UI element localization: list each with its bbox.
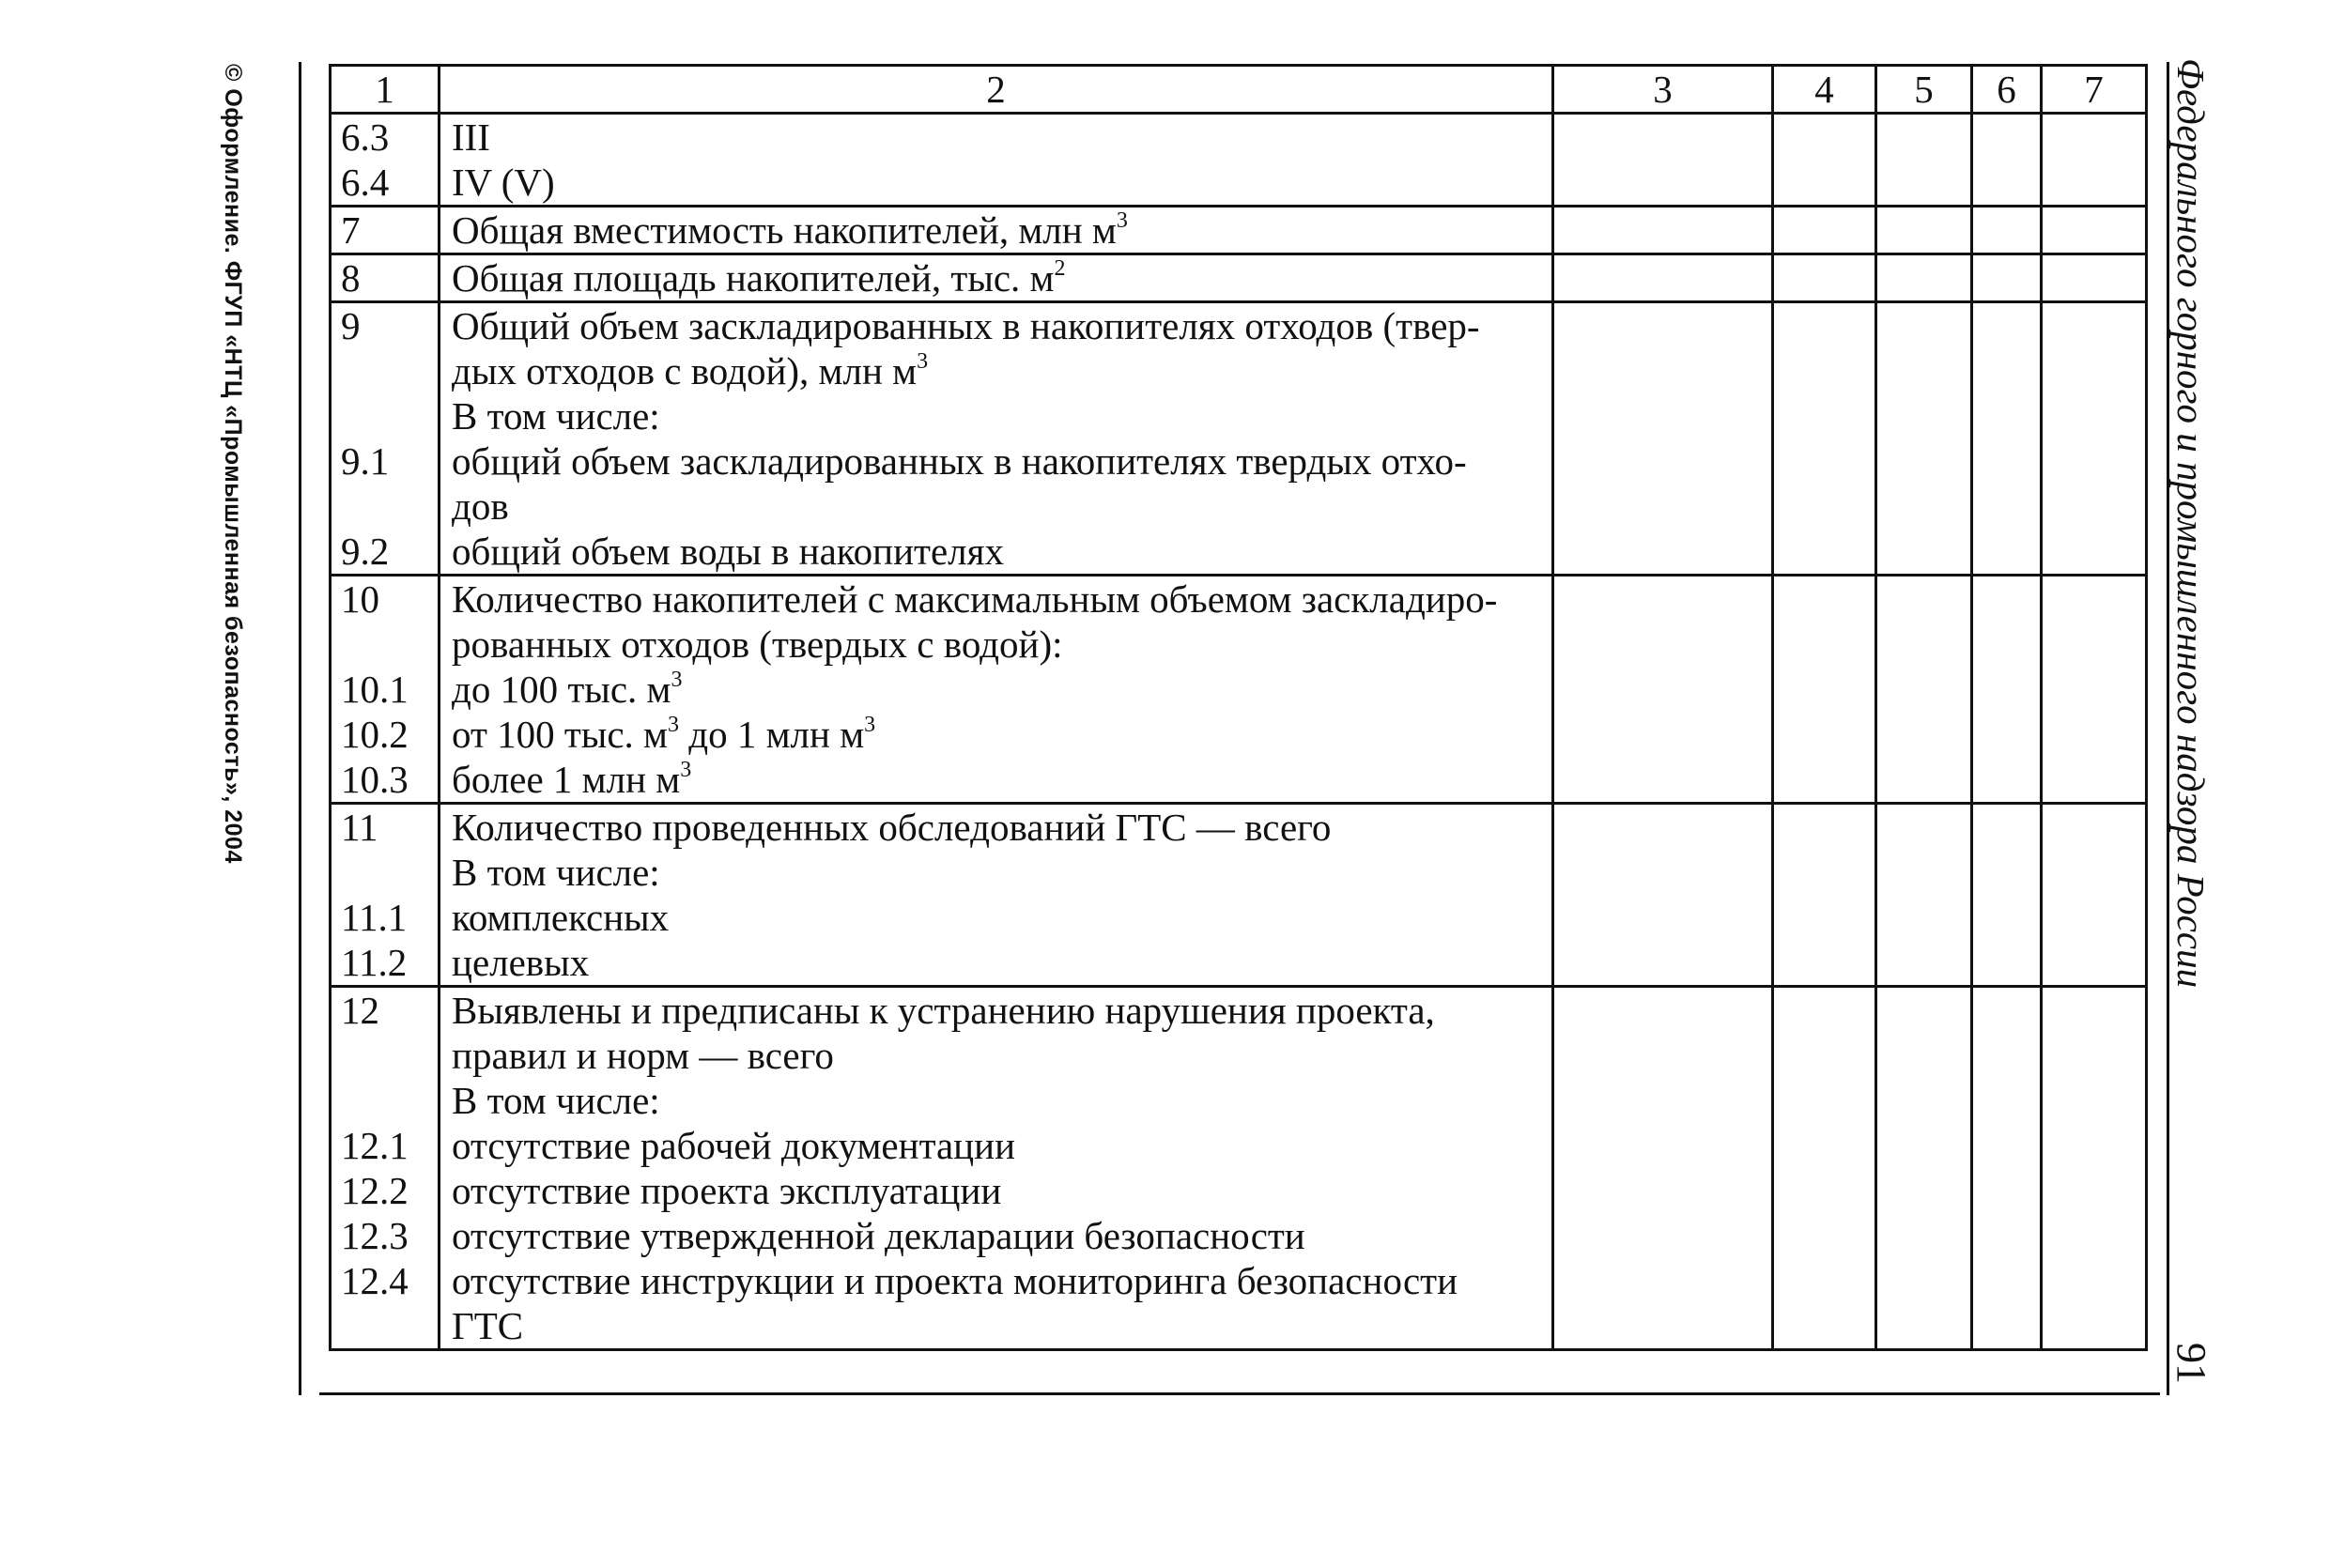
- row-number: 12.3: [341, 1214, 409, 1257]
- value-cell: [1876, 254, 1972, 302]
- value-cell: [2042, 987, 2147, 1350]
- row-number: [341, 1078, 426, 1123]
- row-number: 6.4: [341, 161, 390, 204]
- row-number-cell: [331, 302, 440, 576]
- col-header-1: 1: [331, 66, 440, 114]
- description-line: Общая площадь накопителей, тыс. $м^2$: [452, 256, 1066, 300]
- col-header-4: 4: [1773, 66, 1876, 114]
- page-number: 91: [2168, 1343, 2214, 1384]
- row-number: 11.2: [341, 941, 408, 984]
- row-number: 9.1: [341, 439, 390, 483]
- row-number: 12: [341, 989, 379, 1032]
- col-header-2: 2: [440, 66, 1553, 114]
- description-line: отсутствие утвержденной декларации безопасности: [452, 1214, 1305, 1257]
- value-cell: [1972, 114, 2042, 207]
- table-row: [331, 254, 2147, 302]
- value-cell: [2042, 114, 2147, 207]
- value-cell: [2042, 254, 2147, 302]
- value-cell: [1876, 576, 1972, 804]
- description-line: отсутствие рабочей документации: [452, 1124, 1016, 1167]
- running-header: Федерального горного и промышленного надзора России: [2169, 58, 2213, 989]
- col-header-6: 6: [1972, 66, 2042, 114]
- bottom-rule: [319, 1392, 2160, 1395]
- value-cell: [1773, 254, 1876, 302]
- description-line: отсутствие проекта эксплуатации: [452, 1169, 1002, 1212]
- row-number: 12.4: [341, 1259, 409, 1302]
- row-number: 7: [341, 208, 361, 252]
- col-header-5: 5: [1876, 66, 1972, 114]
- value-cell: [1972, 254, 2042, 302]
- table-row: [331, 207, 2147, 254]
- row-number: 9.2: [341, 530, 390, 573]
- row-number: 10.2: [341, 713, 409, 756]
- value-cell: [2042, 302, 2147, 576]
- report-table: [329, 64, 2148, 1351]
- row-number: 6.3: [341, 115, 390, 159]
- description-line: более 1 млн $м^3$: [452, 758, 692, 801]
- description-line: В том числе:: [452, 1079, 660, 1122]
- value-cell: [1553, 804, 1773, 987]
- row-number: 11.1: [341, 896, 408, 939]
- description-cell: [440, 207, 1553, 254]
- value-cell: [1553, 254, 1773, 302]
- row-number-cell: [331, 114, 440, 207]
- row-number: 12.1: [341, 1124, 409, 1167]
- description-line: дых отходов с водой), млн $м^3$: [452, 349, 929, 392]
- table-row: [331, 987, 2147, 1350]
- row-number: [341, 1033, 426, 1078]
- value-cell: [1972, 804, 2042, 987]
- table-row: [331, 302, 2147, 576]
- row-number: 12.2: [341, 1169, 409, 1212]
- value-cell: [2042, 576, 2147, 804]
- row-number-cell: [331, 576, 440, 804]
- value-cell: [1876, 302, 1972, 576]
- row-number: 11: [341, 806, 378, 849]
- value-cell: [1972, 302, 2042, 576]
- row-number: [341, 348, 426, 393]
- description-line: IV (V): [452, 161, 555, 204]
- superscript: 3: [671, 668, 683, 693]
- row-number: [341, 850, 426, 895]
- header-row: [331, 66, 2147, 114]
- row-number-cell: [331, 987, 440, 1350]
- row-number: [341, 1303, 426, 1348]
- value-cell: [1773, 114, 1876, 207]
- row-number: [341, 484, 426, 529]
- table-row: [331, 114, 2147, 207]
- row-number: [341, 622, 426, 667]
- col-header-7: 7: [2042, 66, 2147, 114]
- description-line: общий объем заскладированных в накопителях твердых отхо-: [452, 439, 1467, 483]
- value-cell: [1553, 576, 1773, 804]
- description-line: Общая вместимость накопителей, млн $м^3$: [452, 208, 1128, 252]
- description-line: от 100 тыс. $м^3$ до 1 млн $м^3$: [452, 713, 876, 756]
- value-cell: [1553, 987, 1773, 1350]
- table-row: [331, 804, 2147, 987]
- description-line: целевых: [452, 941, 590, 984]
- left-border-rule: [299, 62, 301, 1395]
- value-cell: [1553, 302, 1773, 576]
- superscript: 3: [864, 713, 876, 738]
- value-cell: [1972, 576, 2042, 804]
- description-cell: [440, 114, 1553, 207]
- value-cell: [1773, 207, 1876, 254]
- copyright-line: © Оформление. ФГУП «НТЦ «Промышленная безопасность», 2004: [220, 64, 246, 864]
- description-line: Количество накопителей с максимальным объемом заскладиро-: [452, 577, 1498, 621]
- description-line: Количество проведенных обследований ГТС — всего: [452, 806, 1332, 849]
- superscript: 3: [1116, 208, 1128, 234]
- row-number-cell: [331, 254, 440, 302]
- row-number: 10.1: [341, 668, 409, 711]
- description-line: дов: [452, 484, 509, 528]
- description-line: до 100 тыс. $м^3$: [452, 668, 683, 711]
- value-cell: [2042, 207, 2147, 254]
- col-header-3: 3: [1553, 66, 1773, 114]
- description-line: В том числе:: [452, 851, 660, 894]
- value-cell: [1773, 576, 1876, 804]
- superscript: 2: [1054, 256, 1066, 282]
- description-line: ГТС: [452, 1304, 524, 1347]
- value-cell: [1553, 114, 1773, 207]
- description-line: отсутствие инструкции и проекта мониторинга безопасности: [452, 1259, 1458, 1302]
- row-number-cell: [331, 804, 440, 987]
- description-cell: [440, 987, 1553, 1350]
- description-cell: [440, 576, 1553, 804]
- superscript: 3: [667, 713, 679, 738]
- superscript: 3: [917, 349, 929, 375]
- row-number: 10: [341, 577, 379, 621]
- value-cell: [1876, 207, 1972, 254]
- row-number: 9: [341, 304, 361, 347]
- description-line: Общий объем заскладированных в накопителях отходов (твер-: [452, 304, 1480, 347]
- description-line: III: [452, 115, 490, 159]
- value-cell: [1553, 207, 1773, 254]
- value-cell: [1876, 987, 1972, 1350]
- row-number: [341, 393, 426, 438]
- value-cell: [1876, 114, 1972, 207]
- row-number: 10.3: [341, 758, 409, 801]
- value-cell: [1773, 804, 1876, 987]
- value-cell: [1773, 302, 1876, 576]
- superscript: 3: [680, 758, 692, 783]
- description-line: В том числе:: [452, 394, 660, 438]
- description-line: комплексных: [452, 896, 670, 939]
- value-cell: [1773, 987, 1876, 1350]
- row-number-cell: [331, 207, 440, 254]
- description-line: общий объем воды в накопителях: [452, 530, 1004, 573]
- row-number: 8: [341, 256, 361, 300]
- value-cell: [1876, 804, 1972, 987]
- description-cell: [440, 804, 1553, 987]
- table-row: [331, 576, 2147, 804]
- description-cell: [440, 302, 1553, 576]
- value-cell: [2042, 804, 2147, 987]
- description-cell: [440, 254, 1553, 302]
- value-cell: [1972, 207, 2042, 254]
- description-line: Выявлены и предписаны к устранению нарушения проекта,: [452, 989, 1435, 1032]
- value-cell: [1972, 987, 2042, 1350]
- description-line: правил и норм — всего: [452, 1034, 834, 1077]
- description-line: рованных отходов (твердых с водой):: [452, 623, 1063, 666]
